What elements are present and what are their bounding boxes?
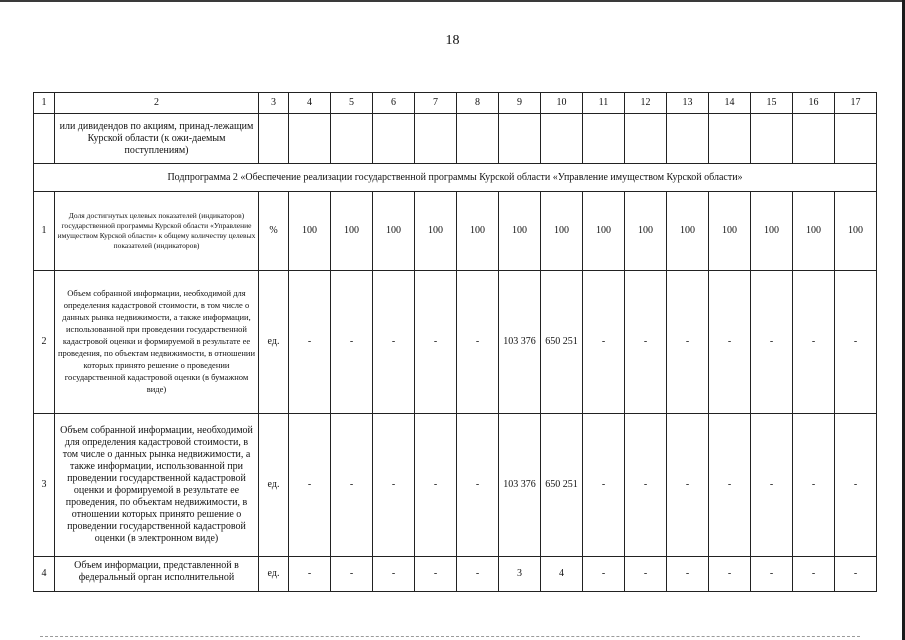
value-cell: - (751, 414, 793, 557)
column-header: 7 (415, 93, 457, 114)
value-cell: - (793, 414, 835, 557)
scan-edge-top (0, 0, 905, 2)
unit-cell: ед. (259, 271, 289, 414)
value-cell (373, 114, 415, 164)
value-cell: - (751, 271, 793, 414)
value-cell: - (457, 414, 499, 557)
value-cell (499, 114, 541, 164)
indicator-name: Доля достигнутых целевых показателей (индикаторов) государственной программы Курской области «Управление имуществом Курской области» к общему количеству целевых показателей (индикаторов) (55, 192, 259, 271)
value-cell: 100 (415, 192, 457, 271)
column-header: 12 (625, 93, 667, 114)
column-header: 16 (793, 93, 835, 114)
value-cell: - (331, 557, 373, 592)
value-cell: - (709, 271, 751, 414)
value-cell (457, 114, 499, 164)
value-cell: - (625, 271, 667, 414)
value-cell (415, 114, 457, 164)
value-cell: - (793, 557, 835, 592)
value-cell: - (331, 271, 373, 414)
value-cell: 100 (331, 192, 373, 271)
value-cell (289, 114, 331, 164)
value-cell: 100 (289, 192, 331, 271)
row-number: 3 (34, 414, 55, 557)
value-cell (835, 114, 877, 164)
indicator-name: Объем информации, представленной в федеральный орган исполнительной (55, 557, 259, 592)
column-header: 2 (55, 93, 259, 114)
continuation-row (34, 114, 877, 164)
indicator-name: или дивидендов по акциям, принад-лежащим Курской области (к ожи-даемым поступлениям) (55, 114, 259, 164)
value-cell: - (625, 414, 667, 557)
value-cell: 100 (541, 192, 583, 271)
value-cell: - (835, 557, 877, 592)
table-row (34, 271, 877, 414)
unit-cell (259, 114, 289, 164)
row-number: 1 (34, 192, 55, 271)
value-cell: 103 376 (499, 414, 541, 557)
column-header: 4 (289, 93, 331, 114)
row-number (34, 114, 55, 164)
value-cell: - (289, 557, 331, 592)
column-header: 9 (499, 93, 541, 114)
value-cell: 650 251 (541, 271, 583, 414)
page-number: 18 (445, 33, 460, 48)
value-cell: - (415, 414, 457, 557)
value-cell: 100 (793, 192, 835, 271)
column-header: 14 (709, 93, 751, 114)
indicator-table (33, 92, 877, 592)
value-cell: - (835, 271, 877, 414)
value-cell: 4 (541, 557, 583, 592)
value-cell (667, 114, 709, 164)
indicator-name: Объем собранной информации, необходимой для определения кадастровой стоимости, в том числе о данных рынка недвижимости, а также информации, использованной при проведении государственной кадастровой оценки и формируемой в результате ее проведения, по объектам недвижимости, в отношении которых принято решение о проведении государственной кадастровой оценки (в электронном виде) (55, 414, 259, 557)
unit-cell: % (259, 192, 289, 271)
value-cell: - (373, 557, 415, 592)
value-cell: - (457, 557, 499, 592)
subprogram-row (34, 164, 877, 192)
value-cell: - (415, 271, 457, 414)
row-number: 2 (34, 271, 55, 414)
value-cell: 100 (835, 192, 877, 271)
column-header: 8 (457, 93, 499, 114)
value-cell: - (583, 414, 625, 557)
column-number-row (34, 93, 877, 114)
value-cell: 100 (373, 192, 415, 271)
value-cell (793, 114, 835, 164)
value-cell: - (709, 557, 751, 592)
value-cell: - (625, 557, 667, 592)
value-cell: 100 (499, 192, 541, 271)
indicator-name: Объем собранной информации, необходимой для определения кадастровой стоимости, в том числе о данных рынка недвижимости, а также информации, использованной при проведении государственной кадастровой оценки и формируемой в результате ее проведения, по объектам недвижимости, в отношении которых принято решение о проведении государственной кадастровой оценки (в бумажном виде) (55, 271, 259, 414)
value-cell: - (373, 414, 415, 557)
column-header: 6 (373, 93, 415, 114)
unit-cell: ед. (259, 557, 289, 592)
value-cell: 3 (499, 557, 541, 592)
column-header: 15 (751, 93, 793, 114)
unit-cell: ед. (259, 414, 289, 557)
value-cell: 100 (751, 192, 793, 271)
value-cell: 103 376 (499, 271, 541, 414)
column-header: 1 (34, 93, 55, 114)
value-cell (625, 114, 667, 164)
value-cell: 100 (667, 192, 709, 271)
value-cell: - (667, 557, 709, 592)
value-cell: - (583, 271, 625, 414)
value-cell: - (289, 271, 331, 414)
column-header: 11 (583, 93, 625, 114)
value-cell: - (331, 414, 373, 557)
value-cell (583, 114, 625, 164)
value-cell: - (373, 271, 415, 414)
column-header: 13 (667, 93, 709, 114)
value-cell (751, 114, 793, 164)
column-header: 5 (331, 93, 373, 114)
row-number: 4 (34, 557, 55, 592)
value-cell: 650 251 (541, 414, 583, 557)
value-cell: - (457, 271, 499, 414)
value-cell: 100 (457, 192, 499, 271)
subprogram-title: Подпрограмма 2 «Обеспечение реализации государственной программы Курской области «Управление имуществом Курской области» (34, 164, 877, 192)
column-header: 3 (259, 93, 289, 114)
value-cell (541, 114, 583, 164)
value-cell: - (289, 414, 331, 557)
table-row (34, 557, 877, 592)
table-row (34, 414, 877, 557)
value-cell: - (667, 271, 709, 414)
value-cell: - (835, 414, 877, 557)
value-cell: - (667, 414, 709, 557)
table-row (34, 192, 877, 271)
column-header: 17 (835, 93, 877, 114)
value-cell: - (709, 414, 751, 557)
value-cell: 100 (709, 192, 751, 271)
value-cell: - (793, 271, 835, 414)
value-cell (331, 114, 373, 164)
value-cell: 100 (625, 192, 667, 271)
value-cell: - (415, 557, 457, 592)
column-header: 10 (541, 93, 583, 114)
value-cell: - (751, 557, 793, 592)
value-cell (709, 114, 751, 164)
value-cell: - (583, 557, 625, 592)
value-cell: 100 (583, 192, 625, 271)
scan-edge-bottom (40, 636, 860, 638)
